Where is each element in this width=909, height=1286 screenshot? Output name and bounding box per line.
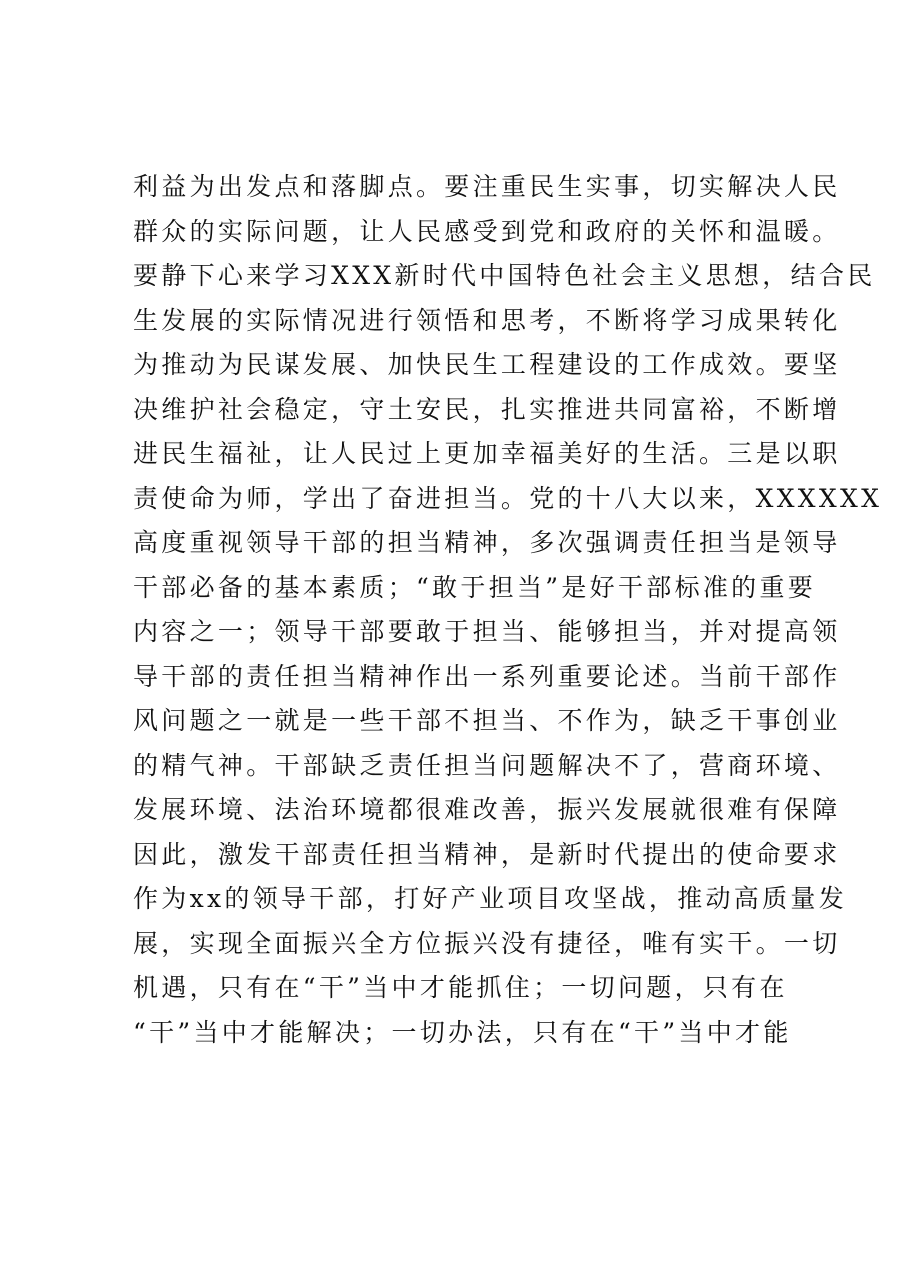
text-line-15: 发展环境、法治环境都很难改善，振兴发展就很难有保障 — [133, 795, 841, 824]
text-line-16: 因此，激发干部责任担当精神，是新时代提出的使命要求 — [133, 839, 841, 869]
text-line-9: 高度重视领导干部的担当精神，多次强调责任担当是领导 — [133, 528, 841, 557]
text-line-13: 风问题之一就是一些干部不担当、不作为，缺乏干事创业 — [133, 706, 841, 735]
text-line-5: 为推动为民谋发展、加快民生工程建设的工作成效。要坚 — [133, 350, 841, 379]
text-line-6: 决维护社会稳定，守土安民，扎实推进共同富裕，不断增 — [133, 394, 841, 424]
text-line-17: 作为xx的领导干部，打好产业项目攻坚战，推动高质量发 — [133, 884, 848, 913]
text-line-19: 机遇，只有在“干”当中才能抓住；一切问题，只有在 — [133, 973, 788, 1002]
text-line-7: 进民生福祉，让人民过上更加幸福美好的生活。三是以职 — [133, 439, 841, 468]
text-line-18: 展，实现全面振兴全方位振兴没有捷径，唯有实干。一切 — [133, 928, 841, 958]
text-line-1: 利益为出发点和落脚点。要注重民生实事，切实解决人民 — [133, 172, 841, 201]
text-line-2: 群众的实际问题，让人民感受到党和政府的关怀和温暖。 — [133, 216, 841, 246]
text-line-8: 责使命为师，学出了奋进担当。党的十八大以来，XXXXXX — [133, 483, 883, 513]
text-line-10: 干部必备的基本素质；“敢于担当”是好干部标准的重要 — [133, 572, 817, 602]
text-line-20: “干”当中才能解决；一切办法，只有在“干”当中才能 — [133, 1017, 792, 1047]
text-line-11: 内容之一；领导干部要敢于担当、能够担当，并对提高领 — [133, 617, 841, 646]
text-line-12: 导干部的责任担当精神作出一系列重要论述。当前干部作 — [133, 661, 841, 691]
body-paragraph — [133, 165, 883, 1055]
text-line-4: 生发展的实际情况进行领悟和思考，不断将学习成果转化 — [133, 305, 841, 335]
text-line-14: 的精气神。干部缺乏责任担当问题解决不了，营商环境、 — [133, 750, 841, 780]
text-line-3: 要静下心来学习XXX新时代中国特色社会主义思想，结合民 — [133, 261, 876, 290]
